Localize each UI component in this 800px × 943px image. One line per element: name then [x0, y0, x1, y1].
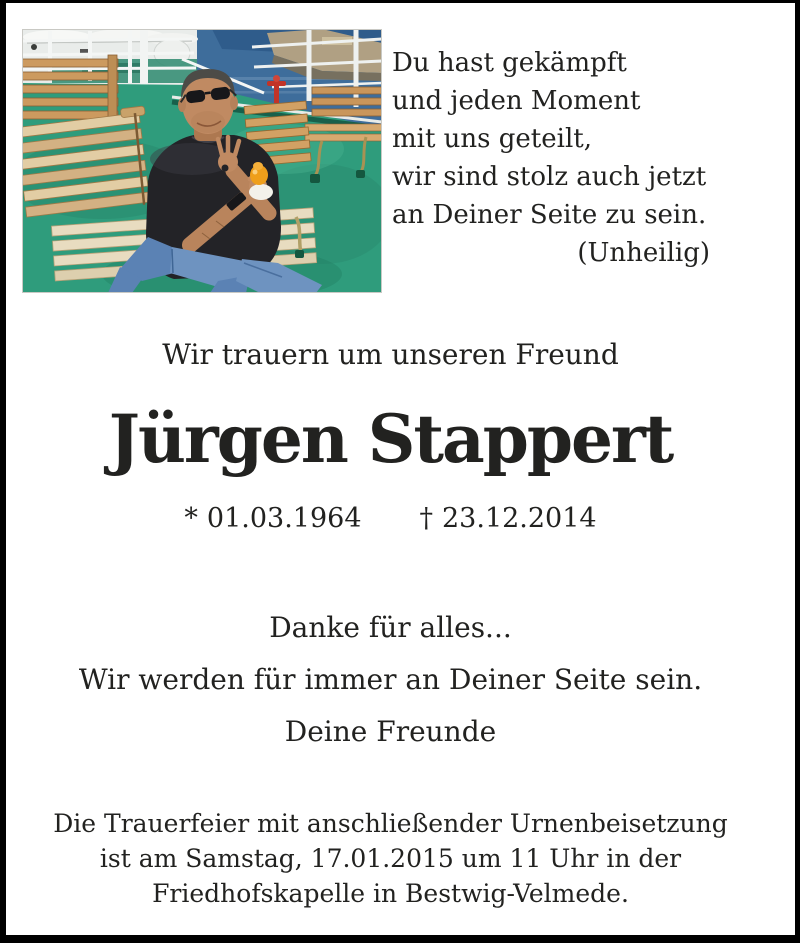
quote-line: und jeden Moment	[392, 86, 641, 116]
farewell-message	[6, 602, 775, 758]
funeral-notice-line: Friedhofskapelle in Bestwig-Velmede.	[152, 879, 629, 908]
death-dagger-icon: †	[419, 503, 433, 534]
funeral-notice-line: Die Trauerfeier mit anschließender Urnenbeisetzung	[53, 809, 728, 838]
obituary-page	[6, 3, 795, 935]
quote-attribution: (Unheilig)	[577, 238, 710, 268]
birth-date-value: 01.03.1964	[206, 503, 362, 534]
farewell-line: Deine Freunde	[284, 715, 497, 748]
memorial-photo	[22, 29, 382, 293]
death-date	[420, 503, 597, 534]
farewell-line: Wir werden für immer an Deiner Seite sein.	[78, 663, 703, 696]
funeral-notice	[6, 806, 775, 911]
life-dates	[6, 503, 775, 534]
quote-line: Du hast gekämpft	[392, 48, 627, 78]
farewell-line: Danke für alles...	[269, 611, 512, 644]
funeral-notice-line: ist am Samstag, 17.01.2015 um 11 Uhr in der	[99, 844, 682, 873]
quote-line: wir sind stolz auch jetzt	[392, 162, 707, 192]
birth-date	[184, 503, 361, 534]
song-quote	[392, 44, 712, 272]
quote-line: an Deiner Seite zu sein.	[392, 200, 707, 230]
photo-illustration	[22, 29, 382, 293]
birth-star-icon: *	[184, 503, 198, 534]
deceased-name: Jürgen Stappert	[108, 400, 673, 478]
mourning-intro: Wir trauern um unseren Freund	[162, 338, 619, 371]
death-date-value: 23.12.2014	[442, 503, 597, 534]
quote-line: mit uns geteilt,	[392, 124, 592, 154]
